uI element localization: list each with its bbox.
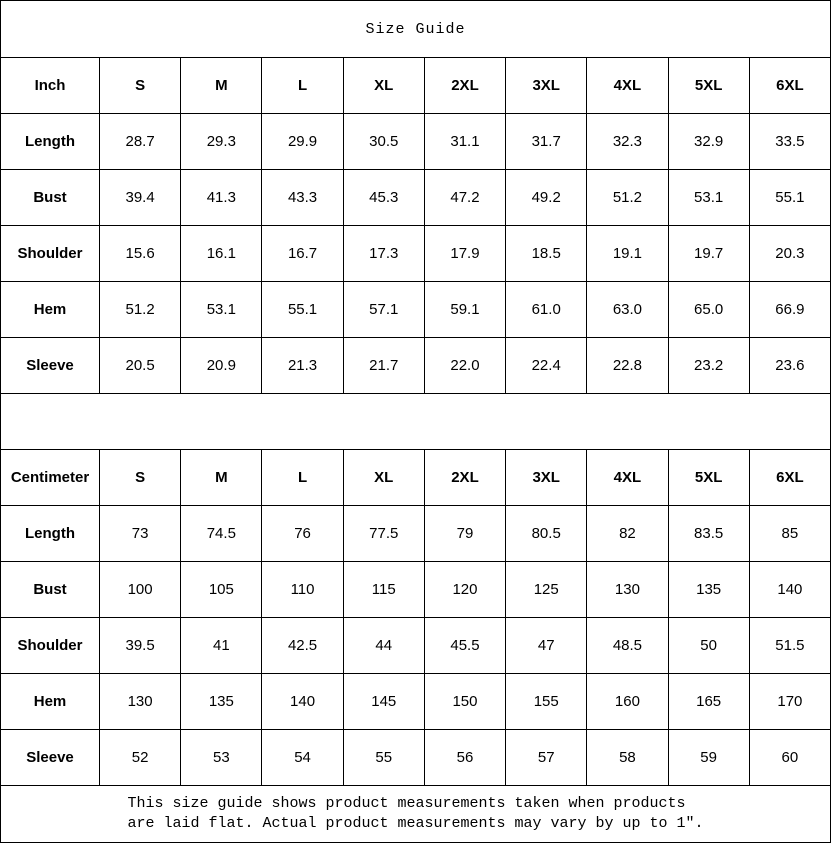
measurement-value-cell: 55.1 bbox=[262, 282, 343, 338]
measurement-value-cell: 130 bbox=[100, 674, 181, 730]
measurement-value-cell: 17.9 bbox=[424, 226, 505, 282]
measurement-value-cell: 165 bbox=[668, 674, 749, 730]
measurement-row bbox=[1, 674, 831, 730]
measurement-value-cell: 74.5 bbox=[181, 506, 262, 562]
measurement-value-cell: 23.2 bbox=[668, 338, 749, 394]
measurement-value-cell: 155 bbox=[506, 674, 587, 730]
measurement-value-cell: 21.7 bbox=[343, 338, 424, 394]
size-column-header: 4XL bbox=[587, 58, 668, 114]
row-label-cell: Length bbox=[1, 506, 100, 562]
measurement-value-cell: 39.4 bbox=[100, 170, 181, 226]
measurement-value-cell: 41 bbox=[181, 618, 262, 674]
measurement-row bbox=[1, 114, 831, 170]
measurement-value-cell: 170 bbox=[749, 674, 830, 730]
size-column-header: 2XL bbox=[424, 58, 505, 114]
measurement-value-cell: 31.1 bbox=[424, 114, 505, 170]
measurement-value-cell: 29.9 bbox=[262, 114, 343, 170]
measurement-value-cell: 60 bbox=[749, 730, 830, 786]
size-column-header: M bbox=[181, 58, 262, 114]
measurement-value-cell: 47.2 bbox=[424, 170, 505, 226]
size-column-header: L bbox=[262, 450, 343, 506]
measurement-value-cell: 41.3 bbox=[181, 170, 262, 226]
measurement-value-cell: 82 bbox=[587, 506, 668, 562]
measurement-value-cell: 53.1 bbox=[668, 170, 749, 226]
measurement-value-cell: 20.3 bbox=[749, 226, 830, 282]
measurement-value-cell: 160 bbox=[587, 674, 668, 730]
row-label-cell: Bust bbox=[1, 562, 100, 618]
row-label-cell: Shoulder bbox=[1, 618, 100, 674]
footer-line-1: This size guide shows product measurements taken when products bbox=[127, 795, 686, 812]
measurement-value-cell: 79 bbox=[424, 506, 505, 562]
measurement-value-cell: 135 bbox=[181, 674, 262, 730]
measurement-value-cell: 23.6 bbox=[749, 338, 830, 394]
measurement-value-cell: 77.5 bbox=[343, 506, 424, 562]
size-column-header: XL bbox=[343, 58, 424, 114]
size-column-header: 6XL bbox=[749, 450, 830, 506]
footer-text bbox=[127, 794, 703, 834]
size-column-header: 4XL bbox=[587, 450, 668, 506]
footer-note bbox=[1, 786, 831, 843]
measurement-value-cell: 55 bbox=[343, 730, 424, 786]
measurement-value-cell: 18.5 bbox=[506, 226, 587, 282]
footer-row bbox=[1, 786, 831, 843]
size-column-header: 6XL bbox=[749, 58, 830, 114]
row-label-cell: Sleeve bbox=[1, 338, 100, 394]
size-column-header: 2XL bbox=[424, 450, 505, 506]
measurement-value-cell: 15.6 bbox=[100, 226, 181, 282]
size-column-header: 3XL bbox=[506, 58, 587, 114]
size-header-row bbox=[1, 58, 831, 114]
size-column-header: S bbox=[100, 58, 181, 114]
measurement-row bbox=[1, 730, 831, 786]
measurement-value-cell: 20.5 bbox=[100, 338, 181, 394]
measurement-value-cell: 16.7 bbox=[262, 226, 343, 282]
row-label-cell: Shoulder bbox=[1, 226, 100, 282]
measurement-value-cell: 29.3 bbox=[181, 114, 262, 170]
measurement-value-cell: 39.5 bbox=[100, 618, 181, 674]
measurement-value-cell: 76 bbox=[262, 506, 343, 562]
size-guide-rows bbox=[1, 1, 831, 843]
measurement-value-cell: 56 bbox=[424, 730, 505, 786]
measurement-value-cell: 48.5 bbox=[587, 618, 668, 674]
measurement-value-cell: 53.1 bbox=[181, 282, 262, 338]
measurement-row bbox=[1, 170, 831, 226]
size-column-header: 3XL bbox=[506, 450, 587, 506]
measurement-row bbox=[1, 618, 831, 674]
measurement-value-cell: 19.1 bbox=[587, 226, 668, 282]
measurement-value-cell: 51.2 bbox=[587, 170, 668, 226]
measurement-value-cell: 140 bbox=[749, 562, 830, 618]
table-gap-row bbox=[1, 394, 831, 450]
measurement-value-cell: 57.1 bbox=[343, 282, 424, 338]
measurement-value-cell: 30.5 bbox=[343, 114, 424, 170]
size-column-header: S bbox=[100, 450, 181, 506]
size-header-row bbox=[1, 450, 831, 506]
row-label-cell: Length bbox=[1, 114, 100, 170]
measurement-value-cell: 58 bbox=[587, 730, 668, 786]
size-column-header: M bbox=[181, 450, 262, 506]
measurement-value-cell: 16.1 bbox=[181, 226, 262, 282]
measurement-value-cell: 55.1 bbox=[749, 170, 830, 226]
measurement-value-cell: 43.3 bbox=[262, 170, 343, 226]
unit-header-cell: Centimeter bbox=[1, 450, 100, 506]
size-column-header: L bbox=[262, 58, 343, 114]
measurement-value-cell: 17.3 bbox=[343, 226, 424, 282]
measurement-value-cell: 22.8 bbox=[587, 338, 668, 394]
measurement-value-cell: 63.0 bbox=[587, 282, 668, 338]
measurement-value-cell: 125 bbox=[506, 562, 587, 618]
measurement-value-cell: 31.7 bbox=[506, 114, 587, 170]
measurement-value-cell: 54 bbox=[262, 730, 343, 786]
measurement-value-cell: 59.1 bbox=[424, 282, 505, 338]
measurement-row bbox=[1, 282, 831, 338]
measurement-value-cell: 32.9 bbox=[668, 114, 749, 170]
measurement-value-cell: 45.5 bbox=[424, 618, 505, 674]
measurement-value-cell: 100 bbox=[100, 562, 181, 618]
measurement-value-cell: 21.3 bbox=[262, 338, 343, 394]
measurement-value-cell: 110 bbox=[262, 562, 343, 618]
measurement-value-cell: 59 bbox=[668, 730, 749, 786]
row-label-cell: Bust bbox=[1, 170, 100, 226]
measurement-value-cell: 130 bbox=[587, 562, 668, 618]
measurement-value-cell: 140 bbox=[262, 674, 343, 730]
measurement-value-cell: 66.9 bbox=[749, 282, 830, 338]
measurement-value-cell: 32.3 bbox=[587, 114, 668, 170]
measurement-row bbox=[1, 562, 831, 618]
size-column-header: 5XL bbox=[668, 450, 749, 506]
measurement-value-cell: 53 bbox=[181, 730, 262, 786]
measurement-value-cell: 120 bbox=[424, 562, 505, 618]
size-column-header: XL bbox=[343, 450, 424, 506]
measurement-value-cell: 44 bbox=[343, 618, 424, 674]
row-label-cell: Sleeve bbox=[1, 730, 100, 786]
measurement-value-cell: 135 bbox=[668, 562, 749, 618]
measurement-value-cell: 65.0 bbox=[668, 282, 749, 338]
measurement-value-cell: 51.2 bbox=[100, 282, 181, 338]
measurement-value-cell: 47 bbox=[506, 618, 587, 674]
measurement-row bbox=[1, 226, 831, 282]
measurement-value-cell: 33.5 bbox=[749, 114, 830, 170]
measurement-row bbox=[1, 506, 831, 562]
measurement-value-cell: 50 bbox=[668, 618, 749, 674]
measurement-value-cell: 28.7 bbox=[100, 114, 181, 170]
measurement-value-cell: 85 bbox=[749, 506, 830, 562]
measurement-value-cell: 115 bbox=[343, 562, 424, 618]
measurement-value-cell: 145 bbox=[343, 674, 424, 730]
measurement-value-cell: 51.5 bbox=[749, 618, 830, 674]
measurement-value-cell: 42.5 bbox=[262, 618, 343, 674]
measurement-value-cell: 22.4 bbox=[506, 338, 587, 394]
measurement-value-cell: 45.3 bbox=[343, 170, 424, 226]
measurement-value-cell: 61.0 bbox=[506, 282, 587, 338]
footer-line-2: are laid flat. Actual product measurements may vary by up to 1″. bbox=[127, 815, 704, 832]
measurement-value-cell: 73 bbox=[100, 506, 181, 562]
row-label-cell: Hem bbox=[1, 674, 100, 730]
measurement-value-cell: 105 bbox=[181, 562, 262, 618]
table-gap-spacer bbox=[1, 394, 831, 450]
size-column-header: 5XL bbox=[668, 58, 749, 114]
measurement-value-cell: 20.9 bbox=[181, 338, 262, 394]
measurement-value-cell: 150 bbox=[424, 674, 505, 730]
measurement-value-cell: 19.7 bbox=[668, 226, 749, 282]
page-title: Size Guide bbox=[1, 1, 831, 58]
row-label-cell: Hem bbox=[1, 282, 100, 338]
measurement-value-cell: 57 bbox=[506, 730, 587, 786]
measurement-value-cell: 49.2 bbox=[506, 170, 587, 226]
measurement-value-cell: 52 bbox=[100, 730, 181, 786]
measurement-value-cell: 80.5 bbox=[506, 506, 587, 562]
measurement-value-cell: 83.5 bbox=[668, 506, 749, 562]
title-row bbox=[1, 1, 831, 58]
measurement-value-cell: 22.0 bbox=[424, 338, 505, 394]
measurement-row bbox=[1, 338, 831, 394]
unit-header-cell: Inch bbox=[1, 58, 100, 114]
